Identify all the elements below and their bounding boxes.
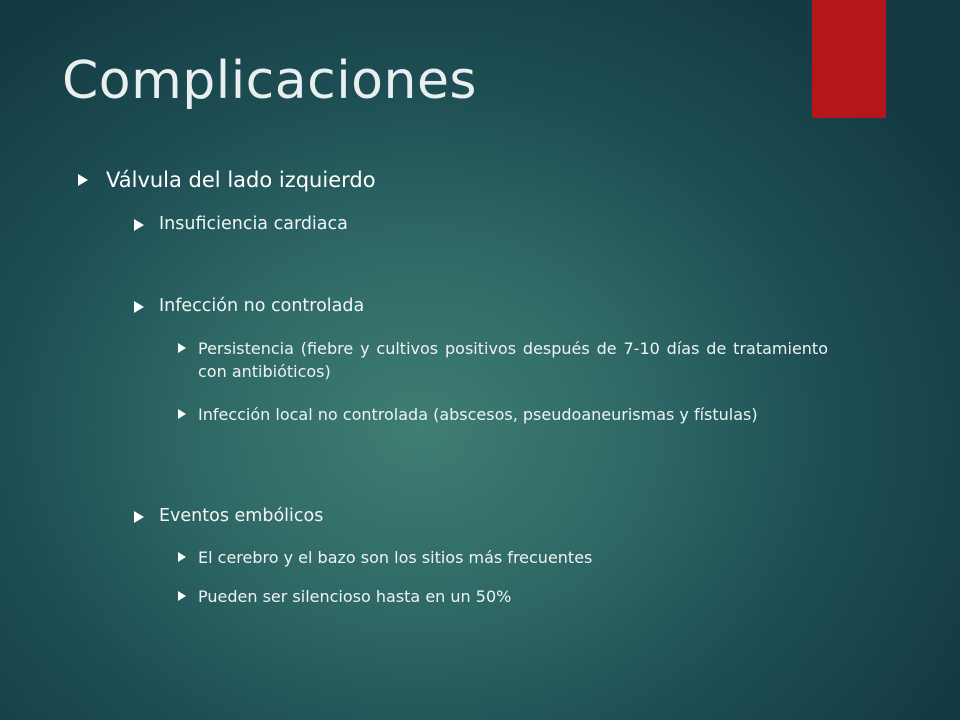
bullet-heart-failure — [134, 214, 348, 234]
bullet-text: Válvula del lado izquierdo — [106, 168, 376, 192]
bullet-text: Infección no controlada — [159, 296, 365, 316]
arrow-bullet-icon — [134, 511, 144, 523]
arrow-bullet-icon — [134, 219, 144, 231]
bullet-persistence — [178, 337, 828, 383]
bullet-embolic-events — [134, 506, 323, 526]
arrow-bullet-icon — [178, 552, 186, 562]
accent-bar — [812, 0, 886, 118]
bullet-local-infection — [178, 403, 828, 426]
bullet-left-valve — [78, 168, 376, 192]
bullet-uncontrolled-infection — [134, 296, 364, 316]
arrow-bullet-icon — [178, 591, 186, 601]
arrow-bullet-icon — [178, 409, 186, 419]
bullet-text: Pueden ser silencioso hasta en un 50% — [198, 587, 512, 606]
slide-title: Complicaciones — [62, 51, 478, 111]
arrow-bullet-icon — [78, 174, 88, 186]
bullet-text: Persistencia (fiebre y cultivos positivos después de 7-10 días de tratamiento con antibióticos) — [198, 339, 828, 381]
bullet-text: El cerebro y el bazo son los sitios más frecuentes — [198, 548, 593, 567]
bullet-text: Eventos embólicos — [159, 506, 324, 526]
arrow-bullet-icon — [134, 301, 144, 313]
arrow-bullet-icon — [178, 343, 186, 353]
bullet-brain-spleen — [178, 546, 828, 569]
bullet-text: Insuficiencia cardiaca — [159, 214, 348, 234]
bullet-text: Infección local no controlada (abscesos, pseudoaneurismas y fístulas) — [198, 405, 758, 424]
bullet-silent — [178, 585, 828, 608]
